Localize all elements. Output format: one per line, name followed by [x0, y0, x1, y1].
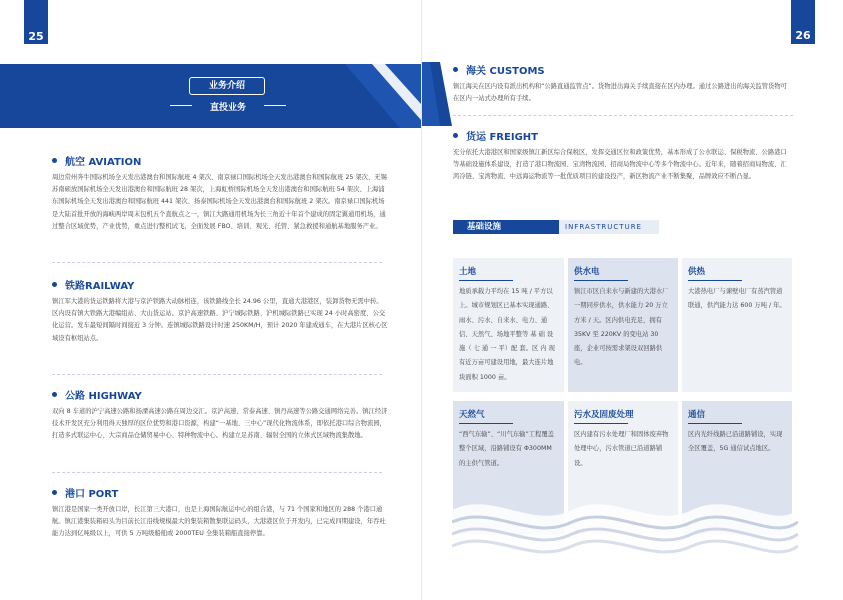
- card-title: 污水及固废处理: [568, 401, 678, 420]
- infrastructure-title-en: INFRASTRUCTURE: [565, 223, 642, 231]
- freight-section: [453, 128, 793, 184]
- section-heading: 海关 CUSTOMS: [466, 66, 545, 77]
- card-body: “西气东输”、“川气东输”工程覆盖整个区域，沿路铺设有 Φ300MM 的主供气管道。: [459, 431, 554, 467]
- section-body: 周边常州奔牛国际机场全天发出港澳台和国际航班 4 架次、南京禄口国际机场全天发出港澳台和国际航班 25 架次、无锡苏南硕放国际机场全天发出港澳台和国际航班 28 架次，上海虹桥国际机场全天发出港澳台和国际航班 54 架次、上海浦东国际机场全天发出港澳台和国际航班 441 架次、扬泰国际机场全天发出港澳台和国际航班 2 架次。南京禄口国际机场是大陆首批开放的海峡两岸周末包机五个直航点之一，镇江大路通用机场为长三角近十年首个建成的固定翼通用机场，通过整合区域优势，产业优势，重点进行整机试飞，全面发展 FBO、培训、观光、托管、紧急救援和通航基地服务产业。: [52, 174, 387, 230]
- bullet-dot-icon: [52, 282, 57, 287]
- right-page-corner-decoration: [422, 62, 452, 126]
- card-title: 通信: [682, 401, 792, 420]
- section-divider: [52, 374, 382, 375]
- highway-section: [52, 387, 390, 443]
- bullet-dot-icon: [52, 490, 57, 495]
- infra-card-water-power: [568, 258, 678, 392]
- section-divider: [52, 262, 382, 263]
- card-title: 天然气: [453, 401, 564, 420]
- page-number-left: 25: [24, 0, 48, 44]
- section-body: 镇江军大港的货运铁路将大港与京沪铁路大动脉相连，该铁路线全长 24.96 公里，直通大港港区，装卸货物无需中转。区内设有镇大铁路大港编组站、大山货运站。京沪高速铁路、沪宁城际铁路、沪机城际铁路已实现 24 小时高密度、公交化运营。发车最短间隔时间接近 3 分钟。连镇城际铁路设计时速 250KM/H，预计 2020 年建成通车，在大港片区核心区域设有枢纽站点。: [52, 298, 388, 342]
- section-heading: 公路 HIGHWAY: [65, 391, 142, 402]
- bullet-dot-icon: [453, 133, 458, 138]
- section-heading: 货运 FREIGHT: [466, 132, 538, 143]
- banner-subtitle: 直投业务: [168, 100, 288, 113]
- card-title: 供水电: [568, 258, 678, 277]
- card-body: 镇江市区自来水与新建的大港水厂一期同步供水，供水能力 20 万立方米 / 天。区内供电充足，拥有 35KV 至 220KV 的变电站 30 座，企业可按需求架设双回路供电。: [574, 288, 669, 367]
- section-body: 镇江海关在区内设有派出机构和“公路直通监管点”。货物进出海关手续直接在区内办理。通过公路进出的海关监管货物可在区内一站式办理所有手续。: [453, 83, 787, 103]
- infra-card-land: [453, 258, 564, 392]
- card-body: 地质承载力平均在 15 吨 / 平方以上。城市规划区已基本实现通路、雨水、污水、自来水、电力、通信、天然气、场地平整等 基 础 设 施（ 七 通 一 平）配 套。区 内 现 有近万亩可建设用地，最大连片地块面积 1000 亩。: [459, 288, 555, 381]
- banner-title: 业务介绍: [189, 77, 265, 95]
- aviation-section: [52, 153, 390, 233]
- infra-card-heating: [682, 258, 792, 392]
- section-heading: 航空 AVIATION: [65, 157, 142, 168]
- infrastructure-title: 基础设施: [453, 220, 559, 234]
- bullet-dot-icon: [52, 158, 57, 163]
- section-divider: [453, 115, 793, 116]
- card-body: 区内建有污水处理厂和固体废弃物处理中心，污水管道已沿道路铺设。: [574, 431, 669, 467]
- section-divider: [52, 472, 382, 473]
- section-banner: [0, 64, 421, 128]
- card-title: 土地: [453, 258, 564, 277]
- bullet-dot-icon: [453, 67, 458, 72]
- port-section: [52, 485, 388, 541]
- page-number-right: 26: [791, 0, 815, 44]
- section-heading: 港口 PORT: [65, 489, 119, 500]
- bullet-dot-icon: [52, 392, 57, 397]
- card-body: 大港热电厂与谏壁电厂有蒸汽管道联通，供汽能力达 600 万吨 / 年。: [688, 288, 786, 310]
- card-title: 供热: [682, 258, 792, 277]
- section-heading: 铁路RAILWAY: [65, 281, 135, 292]
- card-body: 区内光纤线路已沿道路铺设，实现全区覆盖，5G 通信试点地区。: [688, 431, 783, 453]
- section-body: 充分依托大港港区和国家级镇江新区综合保税区，发挥交通区位和政策优势，基本形成了公水联运、保税物流、公路港口等基础设施体系建设，打造了港口物流园、宝湾物流园、招商局物流中心等多个物流中心。近年来，随着招商局物流、汇鸿冷链、宝湾物流、中远海运物流等一批优质项目的建设投产，新区物流产业不断集聚，品牌效应不断凸显。: [453, 149, 787, 181]
- section-body: 镇江港是国家一类开放口岸，长江第三大港口，也是上海国际航运中心的组合港，与 71 个国家和地区的 288 个港口通航。镇江港集装箱码头为目前长江沿线规模最大的集装箱散集联运码头，大港港区位于开发内，已完成四期建设，年吞吐能力达到亿吨级以上，可供 5 万吨级船舶或 2000TEU 全集装箱船直接停靠。: [52, 506, 386, 538]
- customs-section: [453, 62, 793, 105]
- section-body: 双向 8 车道的沪宁高速公路和扬溧高速公路在周边交汇。京沪高速、常泰高速、镇丹高速等公路交通网络完善。镇江经济技术开发区充分利用得天独厚的区位优势和港口资源，构建“一基地、三中心”现代化物流体系，即依托港口综合物流园，打造多式联运中心、大宗商品仓储贸易中心、特种物流中心。构建立足苏南、辐射全国的立体式区域物流集散地。: [52, 408, 388, 440]
- wave-decoration: [452, 470, 798, 560]
- railway-section: [52, 277, 388, 345]
